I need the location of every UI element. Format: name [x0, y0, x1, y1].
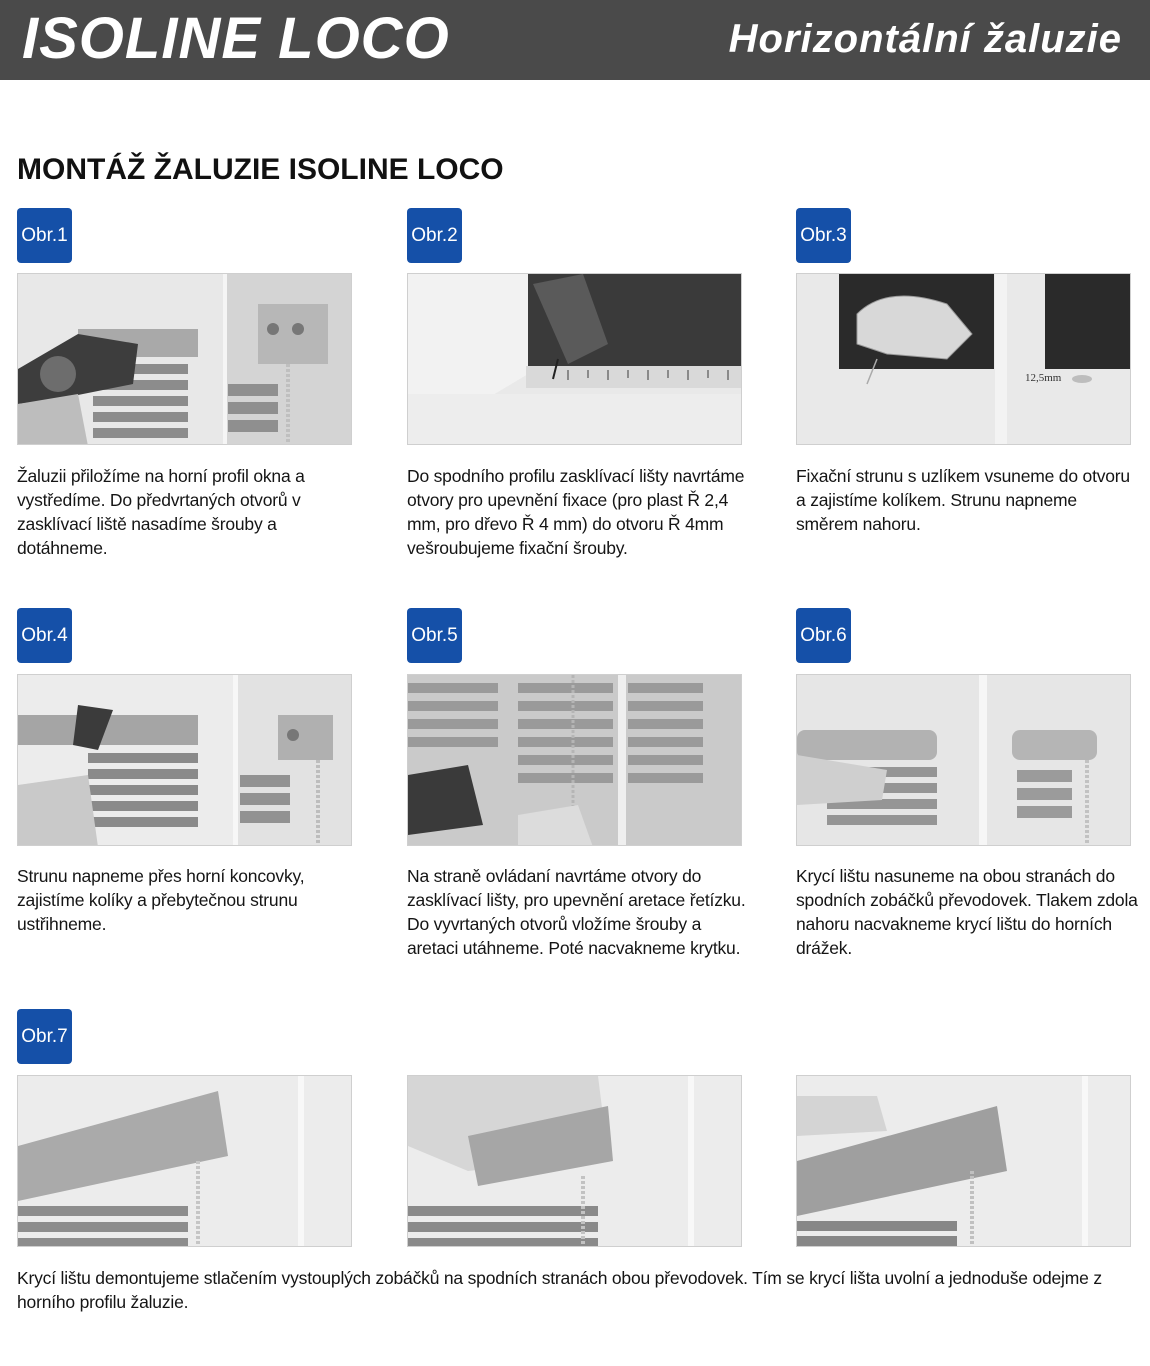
- step-photo-7a: [17, 1075, 352, 1247]
- step-caption-2: Do spodního profilu zasklívací lišty navrtáme otvory pro upevnění fixace (pro plast Ř 2,4 mm, pro dřevo Ř 4 mm) do otvoru Ř 4mm vešroubujeme fixační šrouby.: [407, 466, 745, 558]
- step-caption-1: Žaluzii přiložíme na horní profil okna a vystředíme. Do předvrtaných otvorů v zasklívací liště nasadíme šrouby a dotáhneme.: [17, 466, 305, 558]
- measure-label: 12,5mm: [1025, 372, 1062, 384]
- step-photo-7c: [796, 1075, 1131, 1247]
- step-badge-1: Obr.1: [17, 208, 72, 263]
- step-caption-7: Krycí lištu demontujeme stlačením vystouplých zobáčků na spodních stranách obou převodovek. Tím se krycí lišta uvolní a jednoduše odejme z horního profilu žaluzie.: [17, 1268, 1102, 1312]
- header-bar: [0, 0, 1150, 80]
- step-badge-4: Obr.4: [17, 608, 72, 663]
- step-photo-3: [796, 273, 1131, 445]
- step-caption-6: Krycí lištu nasuneme na obou stranách do spodních zobáčků převodovek. Tlakem zdola nahoru nacvakneme krycí lištu do horních drážek.: [796, 866, 1138, 958]
- step-photo-6: [796, 674, 1131, 846]
- section-title: MONTÁŽ ŽALUZIE ISOLINE LOCO: [17, 153, 504, 186]
- step-photo-1: [17, 273, 352, 445]
- step-badge-6: Obr.6: [796, 608, 851, 663]
- brand-title: ISOLINE LOCO: [22, 6, 450, 71]
- step-badge-3: Obr.3: [796, 208, 851, 263]
- step-badge-7: Obr.7: [17, 1009, 72, 1064]
- step-badge-5: Obr.5: [407, 608, 462, 663]
- step-photo-5: [407, 674, 742, 846]
- step-photo-2: [407, 273, 742, 445]
- step-caption-4: Strunu napneme přes horní koncovky, zajistíme kolíky a přebytečnou strunu ustřihneme.: [17, 866, 305, 934]
- header-subtitle: Horizontální žaluzie: [728, 17, 1122, 61]
- step-caption-5: Na straně ovládaní navrtáme otvory do zasklívací lišty, pro upevnění aretace řetízku. Do vyvrtaných otvorů vložíme šrouby a aretaci utáhneme. Poté nacvakneme krytku.: [407, 866, 746, 958]
- step-caption-3: Fixační strunu s uzlíkem vsuneme do otvoru a zajistíme kolíkem. Strunu napneme směrem nahoru.: [796, 466, 1130, 534]
- step-photo-7b: [407, 1075, 742, 1247]
- step-photo-4: [17, 674, 352, 846]
- step-badge-2: Obr.2: [407, 208, 462, 263]
